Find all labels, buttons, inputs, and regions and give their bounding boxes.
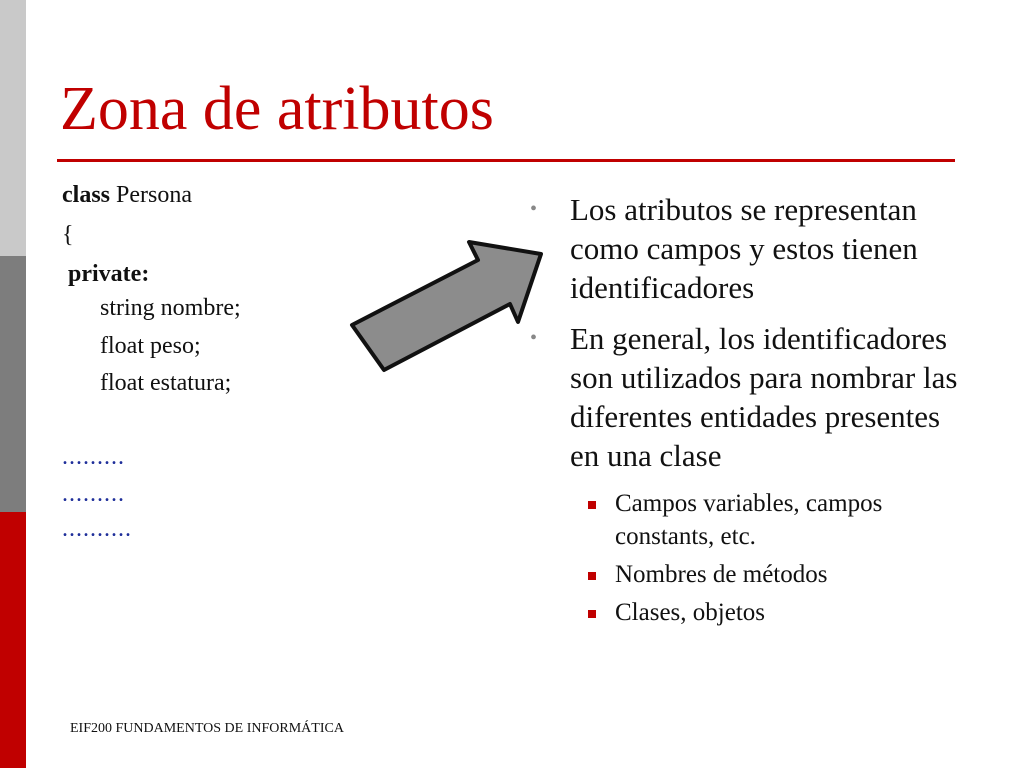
sidebar-stripe-light (0, 0, 26, 256)
sub-bullet-text: Nombres de métodos (615, 561, 828, 588)
bullet-text-identificadores: En general, los identificadores son utilizados para nombrar las diferentes entidades presentes en una clase (570, 321, 958, 473)
code-class-line (62, 183, 192, 207)
sub-bullet-item (530, 596, 970, 629)
block-arrow-icon (340, 230, 560, 380)
code-class-name: Persona (110, 182, 192, 208)
red-square-icon (588, 501, 596, 509)
bullet-dot-icon: • (530, 327, 538, 349)
sub-bullet-text: Campos variables, campos constants, etc. (615, 490, 883, 550)
sub-bullet-text: Clases, objetos (615, 599, 765, 626)
sub-bullet-item (530, 487, 970, 553)
title-underline (57, 159, 955, 162)
code-ellipsis-3: .......... (62, 516, 132, 542)
code-class-keyword: class (62, 182, 110, 208)
sub-bullet-list (530, 487, 970, 629)
slide-title: Zona de atributos (60, 75, 494, 143)
red-square-icon (588, 572, 596, 580)
bullet-dot-icon: • (530, 198, 538, 220)
code-field-peso: float peso; (100, 333, 201, 359)
red-square-icon (588, 610, 596, 618)
code-access-modifier (68, 262, 149, 286)
code-open-brace: { (62, 222, 74, 248)
code-field-nombre: string nombre; (100, 295, 241, 321)
slide-footer: EIF200 FUNDAMENTOS DE INFORMÁTICA (70, 721, 344, 736)
code-access-label: private: (68, 261, 150, 287)
sub-bullet-item (530, 558, 970, 591)
bullet-text-atributos: Los atributos se representan como campos y estos tienen identificadores (570, 192, 918, 305)
bullet-item-atributos (530, 190, 970, 307)
code-ellipsis-2: ......... (62, 481, 125, 507)
bullet-item-identificadores (530, 319, 970, 475)
sidebar-stripe-gray (0, 256, 26, 512)
code-field-estatura: float estatura; (100, 370, 232, 396)
code-ellipsis-1: ......... (62, 444, 125, 470)
bullet-list (530, 190, 970, 634)
sidebar-stripe-red (0, 512, 26, 768)
